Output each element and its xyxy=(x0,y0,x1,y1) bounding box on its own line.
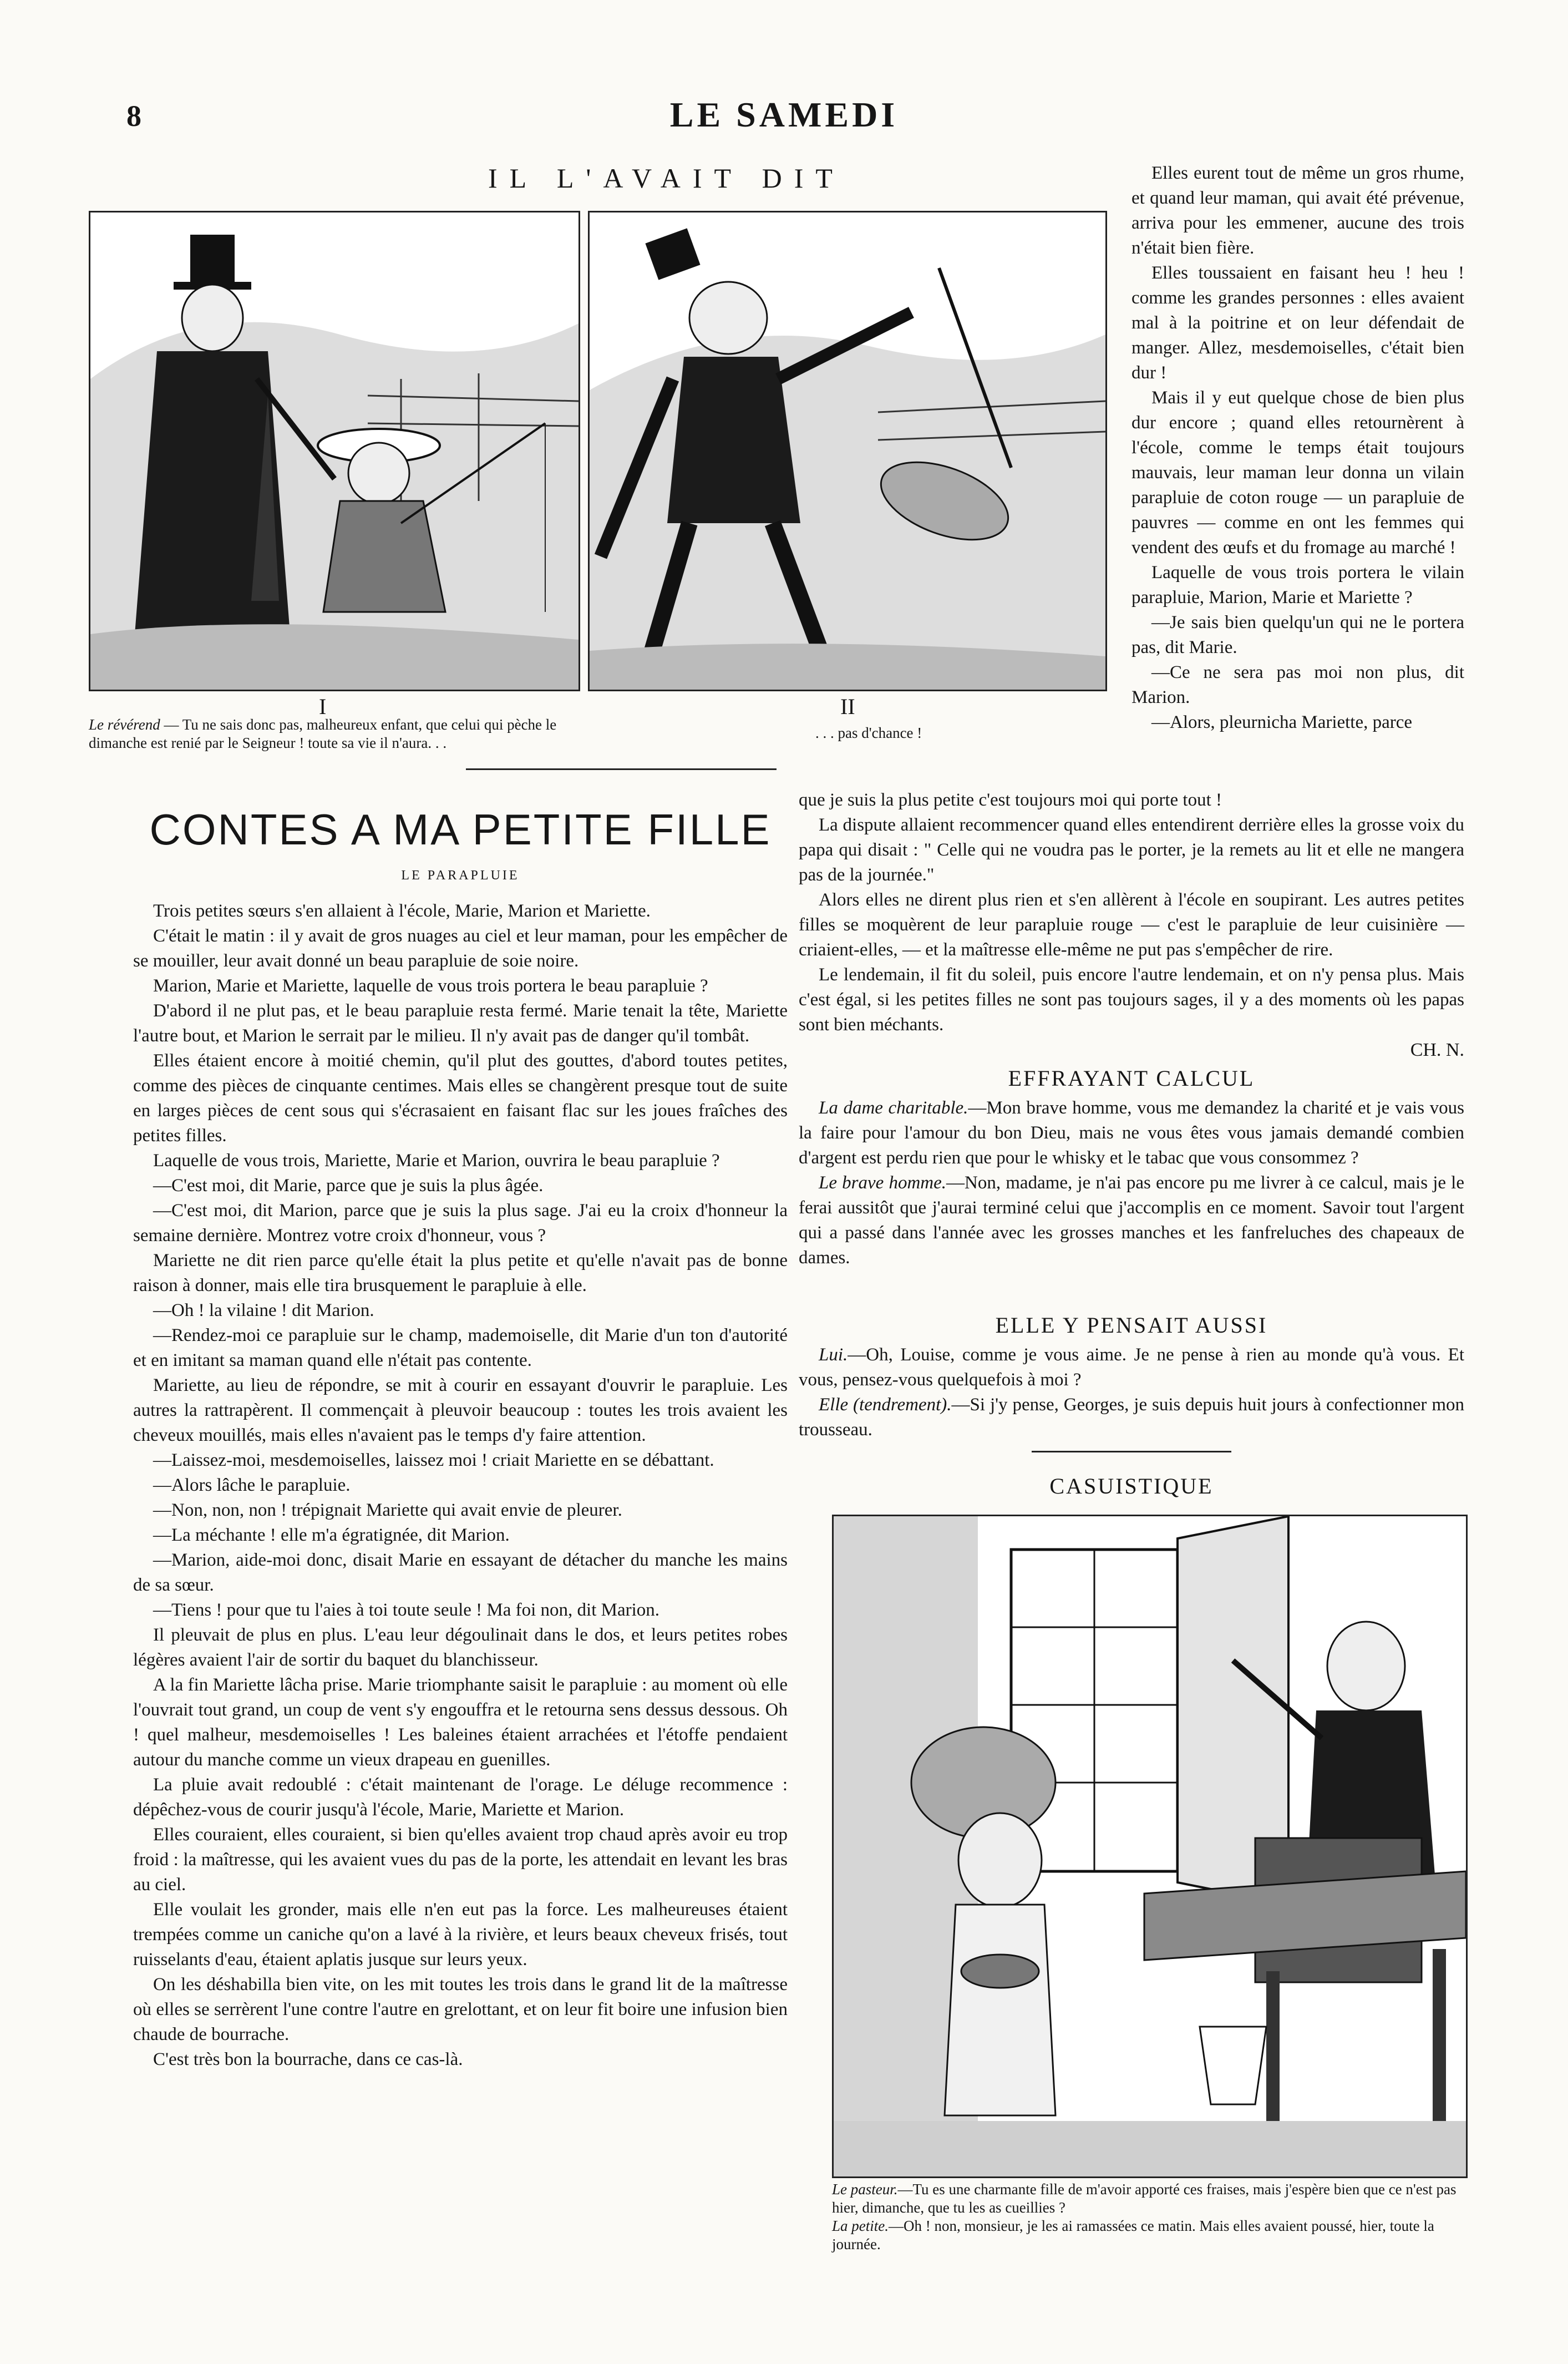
paragraph: —Je sais bien quelqu'un qui ne le portera pas, dit Marie. xyxy=(1131,612,1464,657)
casuistique-drawing xyxy=(834,1516,1466,2176)
paragraph: D'abord il ne plut pas, et le beau parapluie resta fermé. Marie tenait la tête, Mariette l'autre bout, et Marion le serrait par le milieu. Il n'y avait pas de danger qu'il tombât. xyxy=(133,1001,788,1046)
cartoon-panel-1 xyxy=(89,211,580,691)
casuistique-title: CASUISTIQUE xyxy=(1049,1474,1214,1499)
paragraph: Lui.—Oh, Louise, comme je vous aime. Je ne pense à rien au monde qu'à vous. Et vous, pensez-vous quelquefois à moi ? xyxy=(799,1345,1464,1390)
speaker: La dame charitable. xyxy=(819,1098,968,1118)
paragraph: Elles toussaient en faisant heu ! heu ! comme les grandes personnes : elles avaient mal à la poitrine et on leur défendait de manger. Allez, mesdemoiselles, c'était bien dur ! xyxy=(1131,263,1464,383)
paragraph: Alors elles ne dirent plus rien et s'en allèrent à l'école en soupirant. Les autres petites filles se moquèrent de leur parapluie rouge — c'est le parapluie de leur cuisinière — criaient-elles, — et la maîtresse elle-même ne put pas s'empêcher de rire. xyxy=(799,890,1464,960)
effrayant-body xyxy=(799,1096,1464,1270)
paragraph: Trois petites sœurs s'en allaient à l'école, Marie, Marion et Mariette. xyxy=(153,901,651,921)
paragraph: Le brave homme.—Non, madame, je n'ai pas encore pu me livrer à ce calcul, mais je le ferai aussitôt que j'aurai terminé celui que j'accomplis en ce moment. Savoir tout l'argent qui a passé dans l'année avec les grosses manches et les fanfreluches des chapeaux de dames. xyxy=(799,1173,1464,1268)
paragraph: —Non, non, non ! trépignait Mariette qui avait envie de pleurer. xyxy=(153,1500,622,1520)
casuistique-illustration xyxy=(832,1515,1468,2178)
paragraph: Laquelle de vous trois, Mariette, Marie et Marion, ouvrira le beau parapluie ? xyxy=(153,1151,720,1171)
panel-1-numeral: I xyxy=(319,694,327,719)
paragraph: —Oh ! la vilaine ! dit Marion. xyxy=(153,1300,374,1320)
paragraph: Elles couraient, elles couraient, si bien qu'elles avaient trop chaud après avoir eu trop froid : la maîtresse, qui les avaient vues du pas de la porte, les attendait en levant les bras au ciel. xyxy=(133,1825,788,1895)
contes-continuation xyxy=(799,788,1464,1062)
page-number: 8 xyxy=(126,99,141,133)
speaker: Elle (tendrement). xyxy=(819,1395,952,1415)
caption-line: Le pasteur.—Tu es une charmante fille de m'avoir apporté ces fraises, mais j'espère bien que ce n'est pas hier, dimanche, que tu les as cueillies ? xyxy=(832,2181,1457,2216)
cartoon-caption-1 xyxy=(89,716,577,752)
caption-line: La petite.—Oh ! non, monsieur, je les ai ramassées ce matin. Mais elles avaient poussé, hier, toute la journée. xyxy=(832,2218,1434,2252)
paragraph: —C'est moi, dit Marie, parce que je suis la plus âgée. xyxy=(153,1176,544,1196)
caption-1-speaker: Le révérend xyxy=(89,716,160,733)
paragraph: —C'est moi, dit Marion, parce que je suis la plus sage. J'ai eu la croix d'honneur la semaine dernière. Montrez votre croix d'honneur, vous ? xyxy=(133,1201,788,1246)
paragraph: On les déshabilla bien vite, on les mit toutes les trois dans le grand lit de la maîtresse où elles se serrèrent l'une contre l'autre en grelottant, et on leur fit boire une infusion bien chaude de bourrache. xyxy=(133,1975,788,2044)
paragraph: Mariette, au lieu de répondre, se mit à courir en essayant d'ouvrir le parapluie. Les autres la rattrapèrent. Il commençait à pleuvoir beaucoup : toutes les trois avaient les cheveux mouillés, mais elles n'avaient pas le temps d'y faire attention. xyxy=(133,1375,788,1445)
paragraph: C'était le matin : il y avait de gros nuages au ciel et leur maman, pour les empêcher de se mouiller, leur avait donné un beau parapluie de soie noire. xyxy=(133,926,788,971)
casuistique-caption xyxy=(832,2180,1464,2254)
paragraph: que je suis la plus petite c'est toujours moi qui porte tout ! xyxy=(799,790,1222,810)
paragraph: Marion, Marie et Mariette, laquelle de vous trois portera le beau parapluie ? xyxy=(153,976,708,996)
cartoon-panel-2 xyxy=(588,211,1107,691)
speaker: Lui. xyxy=(819,1345,848,1365)
paragraph: Le lendemain, il fit du soleil, puis encore l'autre lendemain, et on n'y pensa plus. Mais c'est égal, si les petites filles ne sont pas toujours sages, il y a des moments où les papas sont bien méchants. xyxy=(799,965,1464,1035)
paragraph: A la fin Mariette lâcha prise. Marie triomphante saisit le parapluie : au moment où elle l'ouvrait tout grand, un coup de vent s'y engouffra et le retourna sens dessus dessous. Oh ! quel malheur, mesdemoiselles ! Les baleines étaient arrachées et l'étoffe pendaient autour du manche comme un vieux drapeau en guenilles. xyxy=(133,1675,788,1770)
paragraph: Elles étaient encore à moitié chemin, qu'il plut des gouttes, d'abord toutes petites, comme des pièces de cinquante centimes. Mais elles se changèrent presque tout de suite en larges pièces de cent sous qui s'écrasaient en faisant flac sur les joues fraîches des petites filles. xyxy=(133,1051,788,1146)
paragraph: La dispute allaient recommencer quand elles entendirent derrière elles la grosse voix du papa qui disait : " Celle qui ne voudra pas le porter, je la remets au lit et elle ne mangera pas de la journée." xyxy=(799,815,1464,885)
paragraph: —Alors, pleurnicha Mariette, parce xyxy=(1151,712,1413,732)
contes-title: CONTES A MA PETITE FILLE xyxy=(149,805,772,854)
paragraph: Elles eurent tout de même un gros rhume, et quand leur maman, qui avait été prévenue, arriva pour les emmener, aucune des trois n'était bien fière. xyxy=(1131,163,1464,258)
elle-body xyxy=(799,1343,1464,1442)
divider xyxy=(466,768,777,770)
paragraph: —Ce ne sera pas moi non plus, dit Marion. xyxy=(1131,662,1464,707)
cartoon-illustration-1 xyxy=(90,212,579,690)
speaker: Le brave homme. xyxy=(819,1173,947,1193)
paragraph: Mais il y eut quelque chose de bien plus dur encore ; quand elles retournèrent à l'école, comme le temps était toujours mauvais, leur maman leur donna un vilain parapluie de coton rouge — un parapluie de pauvres — comme en ont les femmes qui vendent des œufs et du fromage au marché ! xyxy=(1131,388,1464,558)
paragraph: —Rendez-moi ce parapluie sur le champ, mademoiselle, dit Marie d'un ton d'autorité et en imitant sa maman quand elle n'était pas contente. xyxy=(133,1325,788,1370)
paragraph: La pluie avait redoublé : c'était maintenant de l'orage. Le déluge recommence : dépêchez-vous de courir jusqu'à l'école, Marie, Mariette et Marion. xyxy=(133,1775,788,1820)
paragraph: Elle voulait les gronder, mais elle n'en eut pas la force. Les malheureuses étaient trempées comme un caniche qu'on a lavé à la rivière, et leurs beaux cheveux frisés, tout ruisselants d'eau, étaient aplatis jusque sur leurs yeux. xyxy=(133,1900,788,1970)
journal-title: LE SAMEDI xyxy=(669,95,899,134)
right-column-text xyxy=(1131,161,1464,735)
paragraph: La dame charitable.—Mon brave homme, vous me demandez la charité et je vais vous la faire pour l'amour du bon Dieu, mais ne vous êtes vous jamais demandé combien d'argent est perdu rien que pour le whisky et le tabac que vous consommez ? xyxy=(799,1098,1464,1168)
panel-2-numeral: II xyxy=(840,694,855,719)
paragraph: Elle (tendrement).—Si j'y pense, Georges, je suis depuis huit jours à confectionner mon trousseau. xyxy=(799,1395,1464,1440)
paragraph: —Alors lâche le parapluie. xyxy=(153,1475,351,1495)
effrayant-title: EFFRAYANT CALCUL xyxy=(1008,1066,1255,1091)
paragraph: Il pleuvait de plus en plus. L'eau leur dégoulinait dans le dos, et leurs petites robes légères avaient l'air de sortir du baquet du blanchisseur. xyxy=(133,1625,788,1670)
paragraph: Mariette ne dit rien parce qu'elle était la plus petite et qu'elle n'avait pas de bonne raison à donner, mais elle tira brusquement le parapluie à elle. xyxy=(133,1251,788,1295)
paragraph: —Marion, aide-moi donc, disait Marie en essayant de détacher du manche les mains de sa sœur. xyxy=(133,1550,788,1595)
contes-subtitle: LE PARAPLUIE xyxy=(401,868,520,883)
cartoon-title: IL L'AVAIT DIT xyxy=(488,163,845,194)
paragraph: —La méchante ! elle m'a égratignée, dit Marion. xyxy=(153,1525,510,1545)
signature: CH. N. xyxy=(1410,1040,1464,1060)
contes-body xyxy=(133,899,788,2072)
paragraph: C'est très bon la bourrache, dans ce cas-là. xyxy=(153,2049,463,2069)
caption-1-text: — Tu ne sais donc pas, malheureux enfant, que celui qui pèche le dimanche est renié par le Seigneur ! toute sa vie il n'aura. . . xyxy=(89,716,557,751)
elle-title: ELLE Y PENSAIT AUSSI xyxy=(995,1313,1268,1338)
cartoon-caption-2: . . . pas d'chance ! xyxy=(815,725,922,741)
paragraph: Laquelle de vous trois portera le vilain parapluie, Marion, Marie et Mariette ? xyxy=(1131,563,1464,608)
divider xyxy=(1032,1451,1231,1452)
paragraph: —Tiens ! pour que tu l'aies à toi toute seule ! Ma foi non, dit Marion. xyxy=(153,1600,660,1620)
paragraph: —Laissez-moi, mesdemoiselles, laissez moi ! criait Mariette en se débattant. xyxy=(153,1450,714,1470)
speaker: Le pasteur. xyxy=(832,2181,898,2198)
speaker: La petite. xyxy=(832,2218,889,2234)
cartoon-illustration-2 xyxy=(590,212,1105,690)
